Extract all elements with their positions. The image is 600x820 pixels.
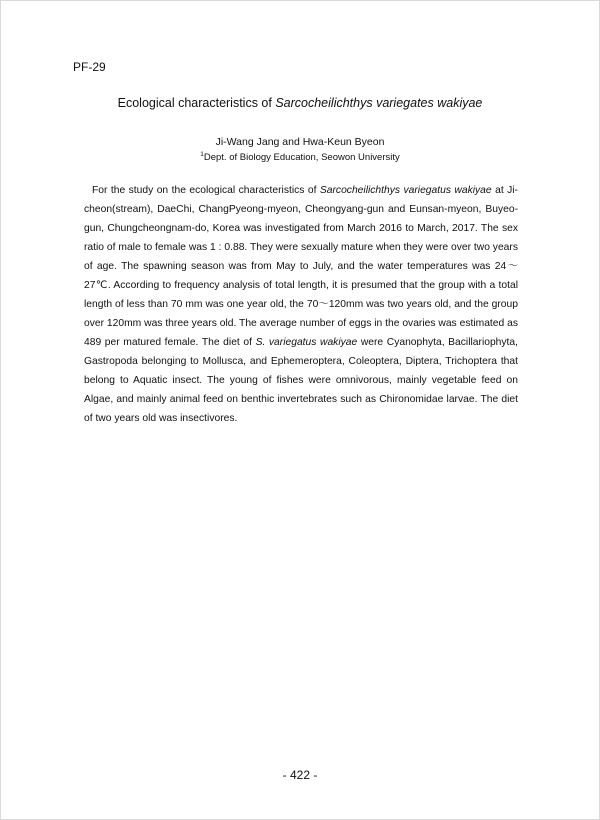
- page-number: - 422 -: [282, 768, 318, 782]
- abstract-species-1: Sarcocheilichthys variegatus wakiyae: [319, 185, 492, 196]
- affiliation-marker: 1: [200, 151, 204, 158]
- title-species: Sarcocheilichthys variegates wakiyae: [275, 96, 483, 110]
- abstract-code: PF-29: [73, 60, 106, 74]
- affiliation: [0, 151, 600, 163]
- abstract-body: [84, 181, 518, 428]
- abstract-part-1: For the study on the ecological characteristics of: [92, 185, 320, 196]
- abstract-species-2: S. variegatus wakiyae: [255, 337, 358, 348]
- title-prefix: Ecological characteristics of: [117, 96, 276, 110]
- abstract-part-3: were Cyanophyta, Bacillariophyta, Gastropoda belonging to Mollusca, and Ephemeroptera, Coleoptera, Diptera, Trichoptera that belong to Aquatic insect. The young of fishes were omnivorous, mainly vegetable feed on Algae, and mainly animal feed on benthic invertebrates such as Chironomidae larvae. The diet of two years old was insectivores.: [84, 337, 519, 424]
- paper-title: [0, 96, 600, 110]
- authors: Ji-Wang Jang and Hwa-Keun Byeon: [215, 136, 385, 148]
- affiliation-text: Dept. of Biology Education, Seowon University: [203, 152, 400, 163]
- abstract-part-2: at Ji-cheon(stream), DaeChi, ChangPyeong-myeon, Cheongyang-gun and Eunsan-myeon, Buyeo-gun, Chungcheongnam-do, Korea was investigated from March 2016 to March, 2017. The sex ratio of male to female was 1 : 0.88. They were sexually mature when they were over two years of age. The spawning season was from May to July, and the water temperatures was 24～27℃. According to frequency analysis of total length, it is presumed that the group with a total length of less than 70 mm was one year old, the 70～120mm was two years old, and the group over 120mm was three years old. The average number of eggs in the ovaries was estimated as 489 per matured female. The diet of: [84, 185, 518, 348]
